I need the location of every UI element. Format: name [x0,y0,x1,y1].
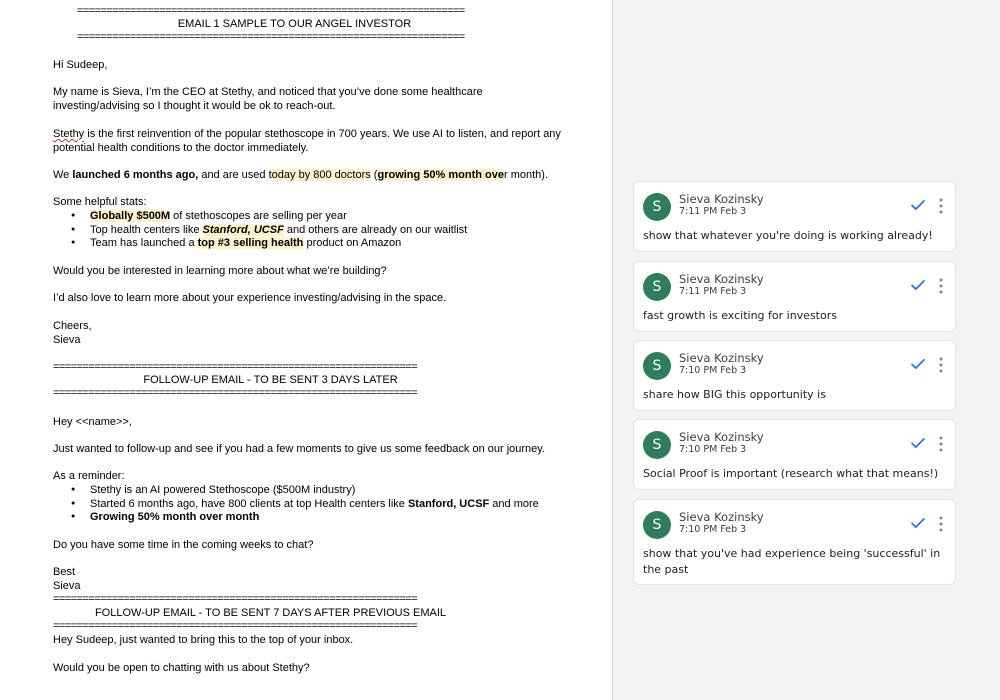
email1-signoff: Cheers, [53,320,92,332]
separator-line: ============================================================== [53,387,418,399]
more-vert-icon[interactable] [939,436,943,452]
avatar[interactable]: S [643,352,671,380]
check-icon[interactable] [909,196,927,214]
more-vert-icon[interactable] [939,278,943,294]
email1-paragraph-line: investing/advising so I thought it would be ok to reach-out. [53,100,336,112]
email1-paragraph-line: My name is Sieva, I’m the CEO at Stethy, and noticed that you’ve done some healthcare [53,86,483,98]
comment-text: share how BIG this opportunity is [643,388,826,401]
email1-stats-label: Some helpful stats: [53,196,147,208]
separator-line: ============================================================== [53,620,418,632]
email1-greeting: Hi Sudeep, [53,59,108,71]
comment-timestamp: 7:11 PM Feb 3 [679,206,747,217]
email1-heading: EMAIL 1 SAMPLE TO OUR ANGEL INVESTOR [177,18,412,30]
email2-reminder-label: As a reminder: [53,470,125,482]
comment-timestamp: 7:10 PM Feb 3 [679,524,747,535]
avatar[interactable]: S [643,511,671,539]
check-icon[interactable] [909,355,927,373]
highlighted-text[interactable]: Stanford, UCSF [202,224,284,236]
comment-author: Sieva Kozinsky [679,351,764,365]
email3-paragraph: Would you be open to chatting with us about Stethy? [53,662,310,674]
comment-card[interactable] [633,419,956,490]
more-vert-icon[interactable] [939,357,943,373]
avatar[interactable]: S [643,431,671,459]
more-vert-icon[interactable] [939,516,943,532]
bullet-item: ● Stethy is an AI powered Stethoscope ($500M industry) [90,483,355,497]
bullet-item: ● Team has launched a top #3 selling health product on Amazon [90,236,401,250]
avatar[interactable]: S [643,193,671,221]
email2-greeting: Hey <<name>>, [53,416,132,428]
avatar[interactable]: S [643,273,671,301]
bullet-item: ● Globally $500M of stethoscopes are selling per year [90,209,347,223]
email3-heading: FOLLOW-UP EMAIL - TO BE SENT 7 DAYS AFTER PREVIOUS EMAIL [94,607,447,619]
comment-timestamp: 7:10 PM Feb 3 [679,444,747,455]
comment-timestamp: 7:10 PM Feb 3 [679,365,747,376]
separator-line: ============================================================== [53,361,418,373]
comment-author: Sieva Kozinsky [679,510,764,524]
comment-author: Sieva Kozinsky [679,272,764,286]
email1-paragraph-line: potential health conditions to the doctor immediately. [53,142,309,154]
comment-card[interactable] [633,181,956,252]
comment-timestamp: 7:11 PM Feb 3 [679,286,747,297]
check-icon[interactable] [909,514,927,532]
bullet-item: ● Top health centers like Stanford, UCSF and others are already on our waitlist [90,223,467,237]
separator-line: ================================================================== [77,5,465,17]
comment-author: Sieva Kozinsky [679,430,764,444]
comment-card[interactable] [633,499,956,585]
email1-signature: Sieva [53,334,81,346]
email3-paragraph: Hey Sudeep, just wanted to bring this to the top of your inbox. [53,634,354,646]
separator-line: ================================================================== [77,31,465,43]
check-icon[interactable] [909,276,927,294]
comment-text: show that you've had experience being 'successful' in the past [643,547,941,576]
highlighted-text[interactable]: today by 800 doctors [268,169,371,181]
comment-card[interactable] [633,340,956,411]
email1-question: Would you be interested in learning more about what we’re building? [53,265,387,277]
email1-question: I’d also love to learn more about your experience investing/advising in the space. [53,292,447,304]
bullet-item: ● Growing 50% month over month [90,510,259,524]
highlighted-text[interactable]: Globally $500M [90,210,171,222]
separator-line: ============================================================== [53,593,418,605]
comment-text: show that whatever you're doing is working already! [643,229,933,242]
comment-author: Sieva Kozinsky [679,192,764,206]
more-vert-icon[interactable] [939,198,943,214]
email2-signoff: Best [53,566,76,578]
email2-paragraph: Just wanted to follow-up and see if you had a few moments to give us some feedback on our journey. [53,443,546,455]
comment-text: Social Proof is important (research what that means!) [643,467,939,480]
email1-traction-line: We launched 6 months ago, and are used today by 800 doctors (growing 50% month over month). [53,169,549,181]
comment-card[interactable] [633,261,956,332]
misspelled-word[interactable]: Stethy [53,128,85,140]
email2-heading: FOLLOW-UP EMAIL - TO BE SENT 3 DAYS LATER [143,374,398,386]
highlighted-text[interactable]: growing 50% month ove [377,169,504,181]
email2-signature: Sieva [53,580,81,592]
email1-paragraph-line: Stethy is the first reinvention of the popular stethoscope in 700 years. We use AI to listen, and report any [53,128,561,140]
email2-question: Do you have some time in the coming weeks to chat? [53,539,314,551]
bullet-item: ● Started 6 months ago, have 800 clients at top Health centers like Stanford, UCSF and more [90,497,539,511]
check-icon[interactable] [909,434,927,452]
highlighted-text[interactable]: top #3 selling health [197,237,304,249]
comment-text: fast growth is exciting for investors [643,309,837,322]
